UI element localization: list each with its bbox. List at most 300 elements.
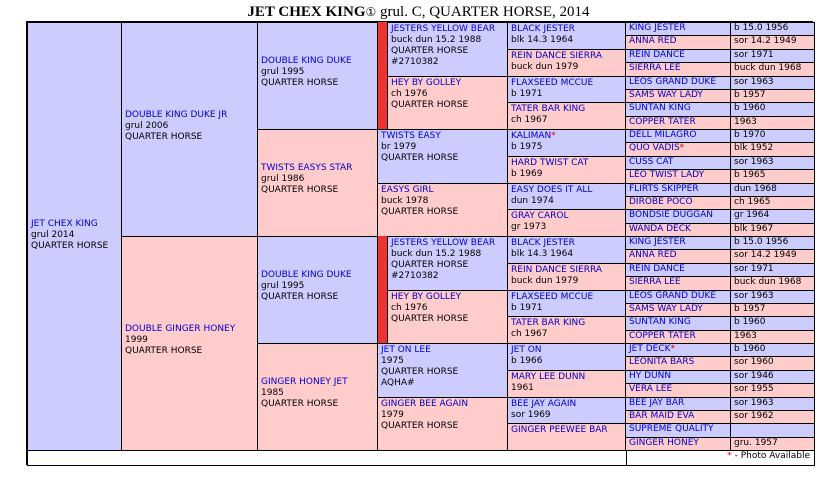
g4-cell [377, 129, 508, 184]
horse-detail: sor 14.2 1949 [734, 250, 797, 260]
horse-detail: gr 1964 [734, 210, 770, 220]
horse-detail: b 1975 [511, 142, 543, 152]
horse-detail: sor 1963 [734, 157, 774, 167]
horse-name-link[interactable]: ANNA RED [629, 250, 677, 260]
horse-detail: QUARTER HORSE [391, 46, 469, 56]
g5-name-line [511, 24, 622, 35]
g4-cell [377, 183, 508, 237]
horse-detail: b 1969 [511, 169, 543, 179]
registered-icon: ① [365, 5, 377, 19]
g6-cell [625, 209, 731, 224]
horse-detail: 1961 [511, 383, 534, 393]
horse-detail: QUARTER HORSE [125, 346, 203, 356]
g6-cell [625, 35, 731, 50]
horse-name-link[interactable]: FLAXSEED MCCUE [511, 292, 594, 302]
g4-cell [387, 236, 508, 291]
horse-detail: b 1960 [734, 103, 766, 113]
horse-detail: QUARTER HORSE [261, 399, 339, 409]
horse-name-link[interactable]: HARD TWIST CAT [511, 158, 589, 168]
g5-content [511, 211, 622, 233]
horse-name-link[interactable]: DOUBLE KING DUKE [261, 270, 352, 280]
horse-detail: 1963 [734, 117, 757, 127]
horse-name-link[interactable]: QUO VADIS [629, 143, 680, 153]
horse-detail: QUARTER HORSE [125, 132, 203, 142]
g5-cell [507, 370, 626, 398]
g6-info-cell [730, 22, 815, 36]
g2-content [125, 24, 254, 143]
g6-info-cell [730, 156, 815, 170]
g2-content [125, 238, 254, 357]
g5-cell [507, 316, 626, 344]
g5-content [511, 51, 622, 73]
g6-cell [625, 370, 731, 384]
g5-content [511, 131, 622, 153]
horse-detail: ch 1967 [511, 115, 548, 125]
horse-name-link[interactable]: GINGER HONEY JET [261, 377, 348, 387]
horse-detail: buck dun 1968 [734, 277, 802, 287]
g5-content [511, 292, 622, 314]
g5-cell [507, 290, 626, 317]
g6-info-cell [730, 76, 815, 90]
horse-detail: b 15.0 1956 [734, 237, 789, 247]
g6-cell [625, 316, 731, 331]
photo-star: * [551, 131, 556, 141]
g4-cell [387, 290, 508, 344]
g5-content [511, 78, 622, 100]
horse-name-link[interactable]: TATER BAR KING [511, 318, 586, 328]
horse-subtitle: grul. C, QUARTER HORSE, 2014 [376, 4, 590, 20]
horse-name-link[interactable]: HY DUNN [629, 371, 672, 381]
g6-info-cell [730, 142, 815, 157]
photo-star: * [727, 451, 732, 461]
horse-detail: 1985 [261, 388, 284, 398]
g6-info-cell [730, 370, 815, 384]
g6-info-cell [730, 316, 815, 331]
horse-name-link[interactable]: BAR MAID EVA [629, 411, 695, 421]
g6-cell [625, 290, 731, 304]
g5-cell [507, 343, 626, 371]
g4-content [391, 24, 504, 68]
g5-cell [507, 49, 626, 77]
g3-cell [257, 129, 378, 237]
horse-detail: sor 1955 [734, 384, 774, 394]
horse-detail: QUARTER HORSE [391, 314, 469, 324]
horse-detail: sor 1962 [734, 411, 774, 421]
horse-detail: b 1960 [734, 344, 766, 354]
horse-detail: QUARTER HORSE [391, 260, 469, 270]
horse-detail: 1999 [125, 335, 148, 345]
horse-name-link[interactable]: JET ON LEE [381, 345, 431, 355]
g6-cell [625, 196, 731, 210]
horse-name-link[interactable]: BEE JAY AGAIN [511, 399, 577, 409]
horse-detail: QUARTER HORSE [261, 292, 339, 302]
g4-cell [387, 22, 508, 77]
g6-cell [625, 76, 731, 90]
horse-detail: QUARTER HORSE [261, 185, 339, 195]
g6-info-cell [730, 102, 815, 117]
g6-cell [625, 223, 731, 237]
g6-info-cell [730, 276, 815, 291]
g4-content [381, 399, 504, 432]
g5-cell [507, 423, 626, 451]
g6-cell [625, 343, 731, 357]
horse-detail: ch 1965 [734, 197, 771, 207]
horse-detail: QUARTER HORSE [31, 241, 109, 251]
g6-info-cell [730, 223, 815, 237]
horse-detail: b 1957 [734, 304, 766, 314]
horse-detail: blk 14.3 1964 [511, 249, 574, 259]
horse-name-link[interactable]: KING JESTER [629, 237, 686, 247]
horse-detail: ch 1976 [391, 89, 428, 99]
g5-content [511, 318, 622, 340]
g5-cell [507, 76, 626, 103]
g6-info-cell [730, 35, 815, 50]
g5-content [511, 185, 622, 207]
horse-detail: b 1970 [734, 130, 766, 140]
horse-name-link[interactable]: JESTERS YELLOW BEAR [391, 24, 496, 34]
footer-divider [626, 451, 627, 465]
g6-info-cell [730, 437, 815, 451]
horse-detail: AQHA# [381, 378, 415, 388]
horse-detail: 1963 [734, 331, 757, 341]
horse-name-link[interactable]: BEE JAY BAR [629, 398, 685, 408]
g5-cell [507, 129, 626, 157]
horse-detail: sor 1960 [734, 357, 774, 367]
g6-cell [625, 102, 731, 117]
horse-detail: sor 1969 [511, 410, 551, 420]
horse-name-link[interactable]: COPPER TATER [629, 117, 696, 127]
horse-detail: ch 1976 [391, 303, 428, 313]
g2-cell [121, 22, 258, 237]
horse-detail: gr 1973 [511, 222, 547, 232]
horse-detail: b 1957 [734, 90, 766, 100]
g6-info-cell [730, 236, 815, 250]
horse-name-link[interactable]: LEOS GRAND DUKE [629, 77, 717, 87]
horse-name-link[interactable]: ANNA RED [629, 36, 677, 46]
g6-cell [625, 263, 731, 277]
horse-detail: buck dun 1979 [511, 62, 579, 72]
horse-name-link[interactable]: MARY LEE DUNN [511, 372, 586, 382]
horse-detail: grul 2014 [31, 230, 75, 240]
g5-name-line [511, 78, 622, 89]
horse-name-link[interactable]: REIN DANCE SIERRA [511, 265, 603, 275]
g6-info-cell [730, 116, 815, 130]
g5-cell [507, 236, 626, 264]
horse-detail: buck dun 1979 [511, 276, 579, 286]
horse-detail: #2710382 [391, 271, 439, 281]
g5-name-line [511, 104, 622, 115]
g5-name-line [511, 158, 622, 169]
horse-title: JET CHEX KING [247, 4, 366, 20]
photo-star: * [670, 344, 676, 354]
horse-name-link[interactable]: TWISTS EASYS STAR [261, 163, 353, 173]
g4-content [381, 131, 504, 164]
g6-cell [625, 116, 731, 130]
horse-name-link[interactable]: GINGER BEE AGAIN [381, 399, 469, 409]
g5-name-line [511, 51, 622, 62]
horse-detail: QUARTER HORSE [381, 421, 459, 431]
g5-cell [507, 22, 626, 50]
g6-info-cell [730, 196, 815, 210]
horse-detail: grul 1986 [261, 174, 305, 184]
g6-info-cell [730, 249, 815, 264]
inbreeding-marker [378, 22, 387, 77]
g6-cell [625, 129, 731, 143]
g4-cell [377, 343, 508, 398]
horse-name-link[interactable]: JESTERS YELLOW BEAR [391, 238, 496, 248]
g6-cell [625, 397, 731, 411]
horse-name-link[interactable]: SAMS WAY LADY [629, 304, 703, 314]
g5-cell [507, 209, 626, 237]
horse-name-link[interactable]: JET CHEX KING [31, 219, 98, 229]
g6-cell [625, 276, 731, 291]
pedigree-table [26, 21, 813, 465]
footer-row [27, 450, 815, 466]
g4-content [391, 292, 504, 325]
g6-info-cell [730, 343, 815, 357]
horse-detail: QUARTER HORSE [381, 153, 459, 163]
horse-detail: blk 14.3 1964 [511, 35, 574, 45]
g5-cell [507, 183, 626, 210]
horse-name-link[interactable]: SUNTAN KING [629, 103, 691, 113]
inbreeding-marker [378, 236, 387, 291]
g6-cell [625, 383, 731, 398]
g4-content [381, 345, 504, 389]
horse-name-link[interactable]: SIERRA LEE [629, 277, 681, 287]
g5-name-line [511, 345, 622, 356]
horse-name-link[interactable]: JET ON [511, 345, 542, 355]
g3-cell [257, 22, 378, 130]
horse-name-link[interactable]: DOUBLE KING DUKE JR [125, 110, 228, 120]
horse-name-link[interactable]: DIROBE POCO [629, 197, 693, 207]
horse-name-link[interactable]: TWISTS EASY [381, 131, 441, 141]
g3-cell [257, 236, 378, 344]
horse-name-link[interactable]: VERA LEE [629, 384, 673, 394]
horse-name-link[interactable]: KALIMAN [511, 131, 552, 141]
g5-name-line [511, 318, 622, 329]
horse-detail: sor 1963 [734, 291, 774, 301]
g6-cell [625, 410, 731, 424]
g5-content [511, 24, 622, 46]
g6-cell [625, 303, 731, 317]
horse-name-link[interactable]: FLAXSEED MCCUE [511, 78, 594, 88]
horse-detail: buck dun 15.2 1988 [391, 35, 482, 45]
g5-content [511, 425, 622, 436]
g5-cell [507, 397, 626, 424]
g6-cell [625, 330, 731, 344]
horse-detail: QUARTER HORSE [381, 207, 459, 217]
g5-name-line [511, 185, 622, 196]
g6-info-cell [730, 303, 815, 317]
horse-detail: 1979 [381, 410, 404, 420]
horse-detail: sor 1971 [734, 50, 774, 60]
g6-info-cell [730, 62, 815, 77]
g6-cell [625, 89, 731, 103]
horse-detail: b 15.0 1956 [734, 23, 789, 33]
horse-name-link[interactable]: DOUBLE KING DUKE [261, 56, 352, 66]
g3-cell [257, 343, 378, 451]
horse-detail: ch 1967 [511, 329, 548, 339]
horse-name-link[interactable]: COPPER TATER [629, 331, 696, 341]
horse-name-link[interactable]: SUNTAN KING [629, 317, 691, 327]
horse-name-link[interactable]: TATER BAR KING [511, 104, 586, 114]
g5-content [511, 372, 622, 394]
horse-detail: sor 14.2 1949 [734, 36, 797, 46]
g5-cell [507, 102, 626, 130]
horse-name-link[interactable]: SAMS WAY LADY [629, 90, 703, 100]
g3-content [261, 238, 374, 303]
inbreeding-marker [378, 290, 387, 344]
horse-name-link[interactable]: REIN DANCE SIERRA [511, 51, 603, 61]
horse-detail: QUARTER HORSE [391, 100, 469, 110]
g5-content [511, 158, 622, 180]
horse-detail: blk 1967 [734, 224, 774, 234]
horse-detail: b 1966 [511, 356, 543, 366]
horse-detail: 1975 [381, 356, 404, 366]
horse-name-link[interactable]: WANDA DECK [629, 224, 691, 234]
g3-content [261, 131, 374, 196]
horse-detail: sor 1963 [734, 398, 774, 408]
g6-cell [625, 62, 731, 77]
horse-name-link[interactable]: KING JESTER [629, 23, 686, 33]
g6-cell [625, 236, 731, 250]
g6-info-cell [730, 209, 815, 224]
horse-name-link[interactable]: LEONITA BARS [629, 357, 695, 367]
g6-info-cell [730, 383, 815, 398]
horse-detail: b 1965 [734, 170, 766, 180]
horse-name-link[interactable]: CUSS CAT [629, 157, 674, 167]
g6-info-cell [730, 423, 815, 438]
horse-name-link[interactable]: BONDSIE DUGGAN [629, 210, 714, 220]
horse-detail: sor 1946 [734, 371, 774, 381]
horse-name-link[interactable]: REIN DANCE [629, 50, 685, 60]
horse-name-link[interactable]: FLIRTS SKIPPER [629, 184, 699, 194]
horse-detail: grul 1995 [261, 67, 305, 77]
g6-info-cell [730, 169, 815, 184]
g5-name-line [511, 399, 622, 410]
horse-detail: blk 1952 [734, 143, 774, 153]
inbreeding-marker [378, 76, 387, 130]
page-header [0, 3, 837, 21]
horse-name-link[interactable]: SIERRA LEE [629, 63, 681, 73]
g6-cell [625, 356, 731, 371]
horse-detail: dun 1974 [511, 196, 554, 206]
g5-cell [507, 263, 626, 291]
g6-info-cell [730, 397, 815, 411]
horse-detail: QUARTER HORSE [261, 78, 339, 88]
g3-content [261, 345, 374, 410]
g6-cell [625, 156, 731, 170]
horse-detail: b 1971 [511, 303, 543, 313]
g5-name-line [511, 425, 622, 436]
horse-detail: dun 1968 [734, 184, 777, 194]
g6-cell [625, 169, 731, 184]
g5-name-line [511, 131, 622, 142]
horse-name-link[interactable]: LEO TWIST LADY [629, 170, 705, 180]
g5-name-line [511, 265, 622, 276]
g4-content [381, 185, 504, 218]
horse-name-link[interactable]: DOUBLE GINGER HONEY [125, 324, 236, 334]
horse-detail: gru. 1957 [734, 438, 778, 448]
g5-content [511, 265, 622, 287]
g5-name-line [511, 292, 622, 303]
horse-name-link[interactable]: HEY BY GOLLEY [391, 292, 462, 302]
g6-info-cell [730, 356, 815, 371]
g4-content [391, 78, 504, 111]
horse-name-link[interactable]: GINGER HONEY [629, 438, 699, 448]
g4-content [391, 238, 504, 282]
g6-cell [625, 183, 731, 197]
g6-info-cell [730, 129, 815, 143]
horse-name-link[interactable]: GINGER PEEWEE BAR [511, 425, 608, 435]
g6-info-cell [730, 89, 815, 103]
horse-name-link[interactable]: DELL MILAGRO [629, 130, 697, 140]
horse-name-link[interactable]: BLACK JESTER [511, 24, 575, 34]
horse-name-link[interactable]: LEOS GRAND DUKE [629, 291, 717, 301]
horse-detail: sor 1963 [734, 77, 774, 87]
horse-detail: b 1971 [511, 89, 543, 99]
g2-cell [121, 236, 258, 451]
horse-detail: grul 2006 [125, 121, 169, 131]
g6-cell [625, 49, 731, 63]
horse-name-link[interactable]: EASYS GIRL [381, 185, 434, 195]
horse-name-link[interactable]: HEY BY GOLLEY [391, 78, 462, 88]
horse-name-link[interactable]: GRAY CAROL [511, 211, 569, 221]
g5-cell [507, 156, 626, 184]
g6-info-cell [730, 410, 815, 424]
g5-name-line [511, 211, 622, 222]
g5-content [511, 104, 622, 126]
g1-content [31, 24, 118, 252]
g6-cell [625, 249, 731, 264]
g6-info-cell [730, 330, 815, 344]
horse-detail: buck dun 1968 [734, 63, 802, 73]
g5-content [511, 238, 622, 260]
g6-info-cell [730, 290, 815, 304]
horse-detail: QUARTER HORSE [381, 367, 459, 377]
g5-content [511, 345, 622, 367]
horse-detail: grul 1995 [261, 281, 305, 291]
g6-cell [625, 142, 731, 157]
g5-name-line [511, 372, 622, 383]
horse-name-link[interactable]: SUPREME QUALITY [629, 424, 714, 434]
g6-cell [625, 437, 731, 451]
g6-info-cell [730, 263, 815, 277]
g4-cell [387, 76, 508, 130]
horse-detail: b 1960 [734, 317, 766, 327]
g5-name-line [511, 238, 622, 249]
horse-name-link[interactable]: BLACK JESTER [511, 238, 575, 248]
horse-detail: buck dun 15.2 1988 [391, 249, 482, 259]
g6-cell [625, 22, 731, 36]
photo-legend-text: - Photo Available [731, 451, 810, 461]
horse-detail: sor 1971 [734, 264, 774, 274]
g5-content [511, 399, 622, 421]
horse-name-link[interactable]: REIN DANCE [629, 264, 685, 274]
horse-detail: buck 1978 [381, 196, 429, 206]
horse-name-link[interactable]: EASY DOES IT ALL [511, 185, 593, 195]
g3-content [261, 24, 374, 89]
g1-cell [27, 22, 122, 451]
horse-name-link[interactable]: JET DECK [629, 344, 671, 354]
g4-cell [377, 397, 508, 451]
photo-star: * [679, 143, 685, 153]
horse-detail: #2710382 [391, 57, 439, 67]
g6-info-cell [730, 183, 815, 197]
g6-cell [625, 423, 731, 438]
horse-detail: br 1979 [381, 142, 417, 152]
photo-legend [727, 451, 810, 462]
